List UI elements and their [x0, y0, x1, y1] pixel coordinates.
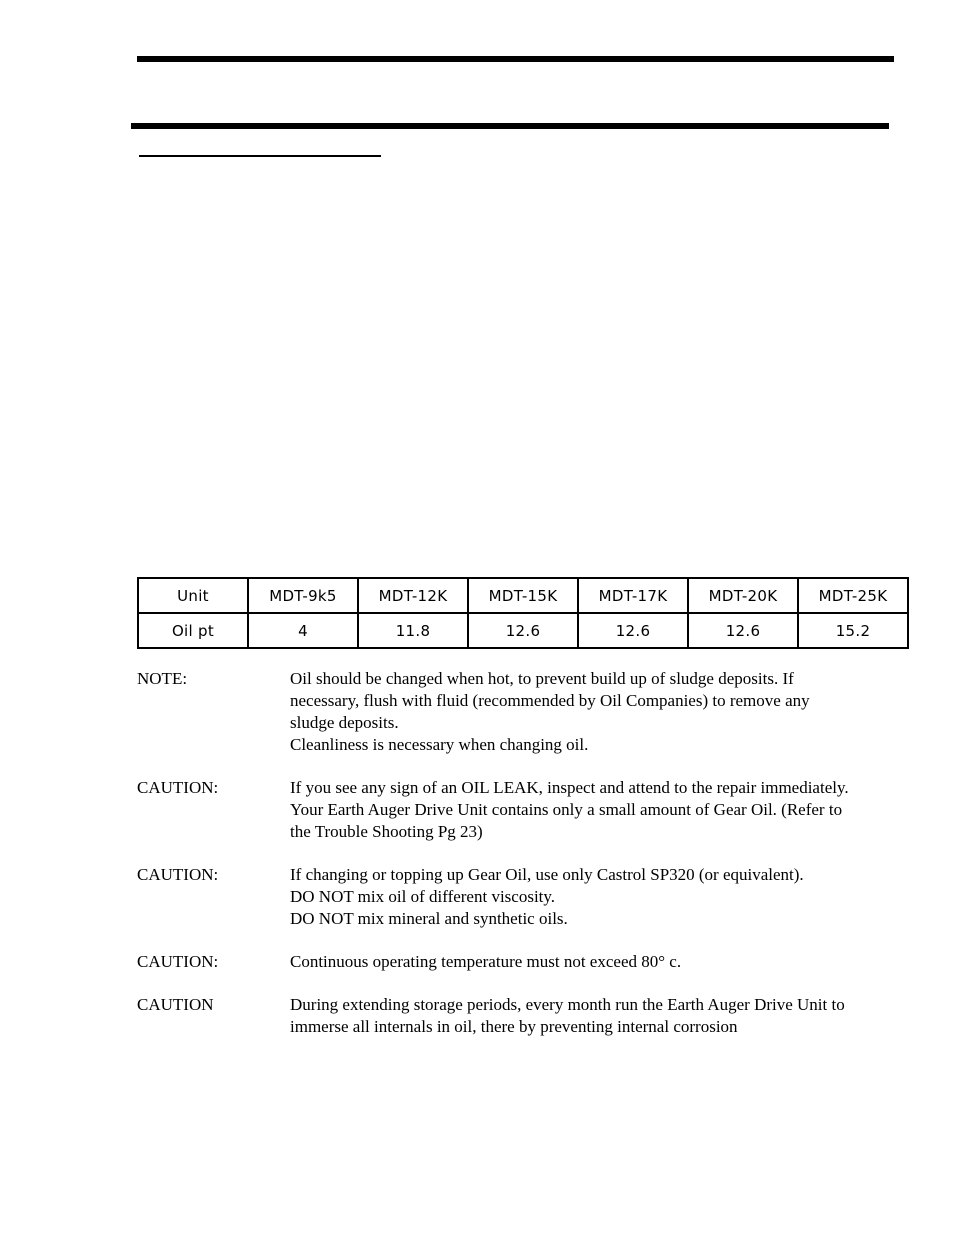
header-rule-top — [137, 56, 894, 62]
note-label: CAUTION: — [137, 778, 219, 797]
table-cell: MDT-9k5 — [248, 578, 358, 613]
note-body — [290, 951, 917, 973]
note-body — [290, 994, 917, 1038]
note-line: immerse all internals in oil, there by preventing internal corrosion — [290, 1017, 738, 1036]
table-cell: 12.6 — [578, 613, 688, 648]
table-cell: MDT-20K — [688, 578, 798, 613]
note-line: DO NOT mix mineral and synthetic oils. — [290, 909, 568, 928]
note-label: CAUTION — [137, 995, 214, 1014]
table-row — [138, 613, 908, 648]
note-line: Oil should be changed when hot, to prevent build up of sludge deposits. If — [290, 669, 794, 688]
note-oil-change — [137, 668, 917, 756]
note-line: If changing or topping up Gear Oil, use only Castrol SP320 (or equivalent). — [290, 865, 804, 884]
caution-storage — [137, 994, 917, 1038]
note-line: Continuous operating temperature must not exceed 80° c. — [290, 952, 682, 971]
note-label: CAUTION: — [137, 865, 219, 884]
oil-capacity-table — [137, 577, 909, 649]
table-cell: 12.6 — [688, 613, 798, 648]
note-line: Your Earth Auger Drive Unit contains only a small amount of Gear Oil. (Refer to — [290, 800, 843, 819]
note-label: NOTE: — [137, 669, 188, 688]
table-cell: MDT-12K — [358, 578, 468, 613]
caution-oil-leak — [137, 777, 917, 843]
note-line: If you see any sign of an OIL LEAK, inspect and attend to the repair immediately. — [290, 778, 849, 797]
notes-section — [137, 668, 917, 1059]
table-cell: 4 — [248, 613, 358, 648]
note-line: sludge deposits. — [290, 713, 399, 732]
table-cell: Oil pt — [138, 613, 248, 648]
table-cell: 12.6 — [468, 613, 578, 648]
table-cell: Unit — [138, 578, 248, 613]
table-cell: 15.2 — [798, 613, 908, 648]
caution-temperature — [137, 951, 917, 973]
table-header-row — [138, 578, 908, 613]
note-line: necessary, flush with fluid (recommended by Oil Companies) to remove any — [290, 691, 810, 710]
note-body — [290, 864, 917, 930]
note-body — [290, 668, 917, 756]
table-cell: MDT-25K — [798, 578, 908, 613]
note-line: DO NOT mix oil of different viscosity. — [290, 887, 556, 906]
header-rule-bottom — [131, 123, 889, 129]
note-body — [290, 777, 917, 843]
caution-gear-oil — [137, 864, 917, 930]
table-cell: MDT-17K — [578, 578, 688, 613]
note-label: CAUTION: — [137, 952, 219, 971]
table-cell: MDT-15K — [468, 578, 578, 613]
section-underline — [139, 155, 381, 157]
note-line: During extending storage periods, every month run the Earth Auger Drive Unit to — [290, 995, 845, 1014]
note-line: the Trouble Shooting Pg 23) — [290, 822, 483, 841]
table-cell: 11.8 — [358, 613, 468, 648]
note-line: Cleanliness is necessary when changing oil. — [290, 735, 589, 754]
